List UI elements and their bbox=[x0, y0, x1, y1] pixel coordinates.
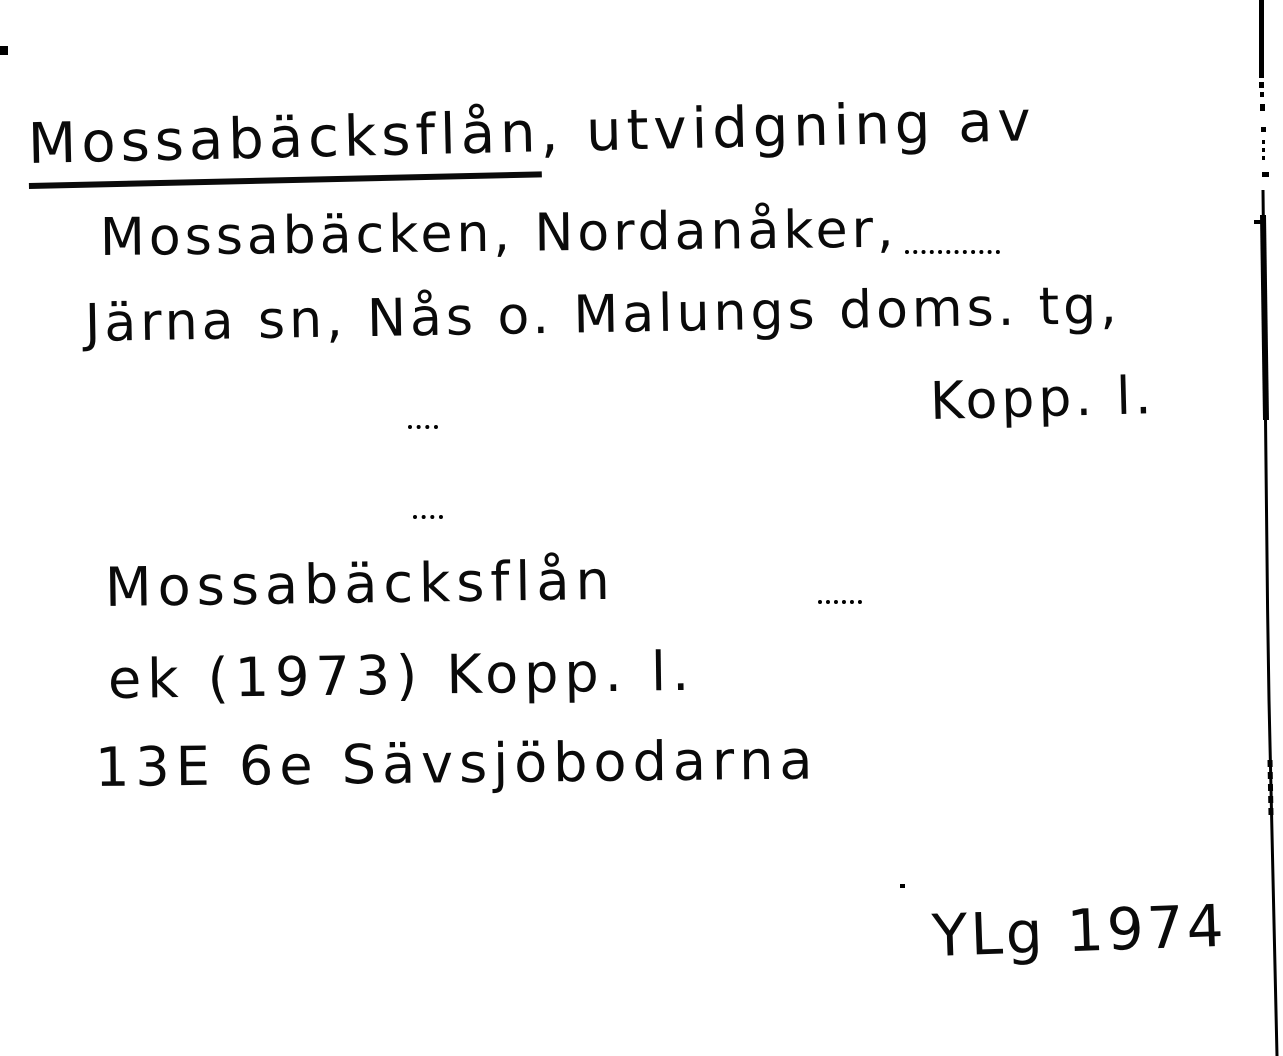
line-parish-district: Järna sn, Nås o. Malungs doms. tg, bbox=[84, 275, 1122, 354]
headword: Mossabäcksflån bbox=[27, 100, 541, 189]
scan-speck-above-signature bbox=[900, 884, 905, 888]
line-source-name: Mossabäcken, Nordanåker, bbox=[99, 199, 898, 268]
scan-edge-line-right bbox=[1248, 0, 1283, 1056]
line-county-abbrev: Kopp. l. bbox=[929, 366, 1157, 432]
headword-line-rest: , utvidgning av bbox=[539, 89, 1037, 166]
scan-dotted-dash-1 bbox=[408, 425, 438, 429]
headword-line bbox=[27, 89, 1036, 177]
entry-name: Mossabäcksflån bbox=[104, 548, 617, 619]
scan-dotted-dash-4 bbox=[818, 600, 862, 604]
scan-dotted-dash-3 bbox=[905, 250, 1000, 254]
scan-dotted-dash-2 bbox=[413, 515, 443, 519]
entry-map-sheet: 13E 6e Sävsjöbodarna bbox=[94, 728, 819, 799]
scan-speck-left-edge bbox=[0, 46, 8, 55]
signature: YLg 1974 bbox=[930, 891, 1228, 970]
entry-source: ek (1973) Kopp. l. bbox=[107, 639, 696, 711]
